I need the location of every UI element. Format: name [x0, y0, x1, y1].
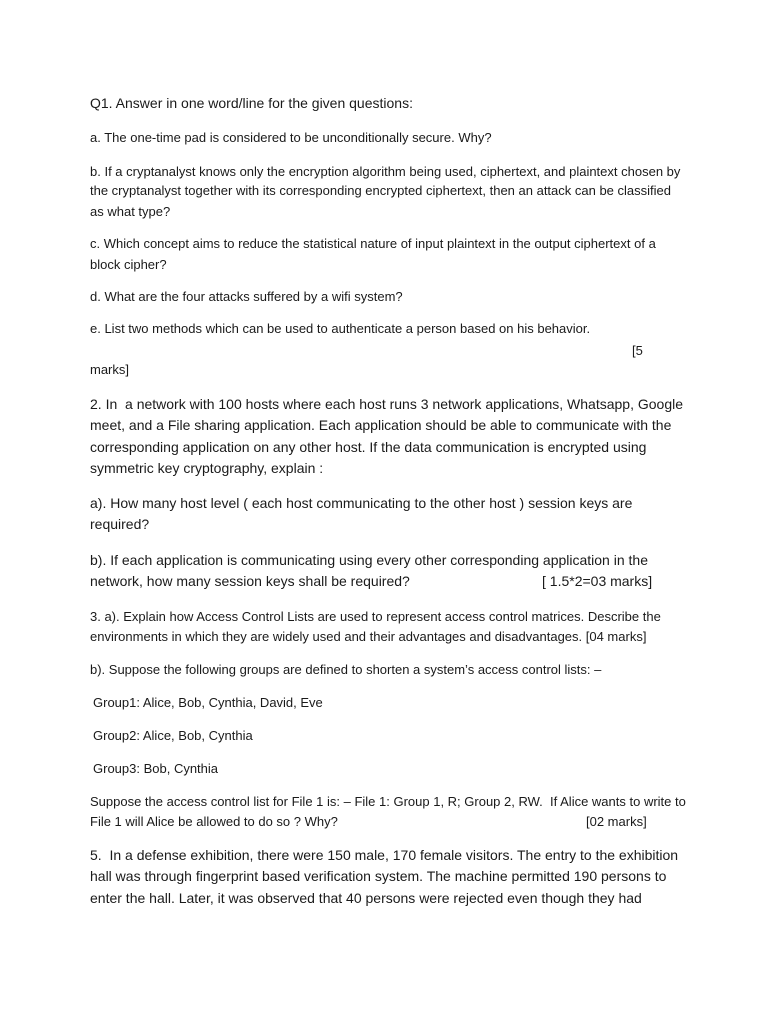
q2-b-line-1: b). If each application is communicating using every other corresponding application in the [90, 552, 648, 568]
q2-b-marks: [ 1.5*2=03 marks] [542, 573, 653, 589]
q3-acl-line-2: File 1 will Alice be allowed to do so ? Why? [90, 814, 338, 829]
q5-line-1: 5. In a defense exhibition, there were 150 male, 170 female visitors. The entry to the exhibition [90, 847, 679, 863]
q2-b-line-2: network, how many session keys shall be required? [90, 573, 410, 589]
q3-group-2: Group2: Alice, Bob, Cynthia [93, 728, 253, 743]
q1-e: e. List two methods which can be used to authenticate a person based on his behavior. [90, 321, 591, 336]
q2-intro-line-4: symmetric key cryptography, explain : [90, 460, 324, 476]
q1-b-line-1: b. If a cryptanalyst knows only the encryption algorithm being used, ciphertext, and plaintext chosen by [90, 164, 681, 179]
q1-d: d. What are the four attacks suffered by a wifi system? [90, 289, 403, 304]
q1-a: a. The one-time pad is considered to be unconditionally secure. Why? [90, 130, 492, 145]
q1-c-line-2: block cipher? [90, 257, 167, 272]
q1-title: Q1. Answer in one word/line for the given questions: [90, 95, 413, 111]
q3-a-line-1: 3. a). Explain how Access Control Lists are used to represent access control matrices. Describe the [90, 609, 661, 624]
q5-line-3: enter the hall. Later, it was observed that 40 persons were rejected even though they had [90, 890, 642, 906]
q3-b: b). Suppose the following groups are defined to shorten a system’s access control lists: – [90, 662, 602, 677]
q1-b-line-3: as what type? [90, 204, 171, 219]
q1-marks-open: [5 [632, 343, 643, 358]
q3-acl-line-1: Suppose the access control list for File 1 is: – File 1: Group 1, R; Group 2, RW. If Alice wants to write to [90, 794, 686, 809]
q1-marks-close: marks] [90, 362, 129, 377]
q2-intro-line-3: corresponding application on any other host. If the data communication is encrypted using [90, 439, 647, 455]
q1-c-line-1: c. Which concept aims to reduce the statistical nature of input plaintext in the output ciphertext of a [90, 236, 656, 251]
q2-a-line-1: a). How many host level ( each host communicating to the other host ) session keys are [90, 495, 633, 511]
q2-intro-line-1: 2. In a network with 100 hosts where each host runs 3 network applications, Whatsapp, Google [90, 396, 683, 412]
q2-intro-line-2: meet, and a File sharing application. Each application should be able to communicate with the [90, 417, 672, 433]
q3-acl-marks: [02 marks] [586, 814, 647, 829]
q3-a-line-2: environments in which they are widely used and their advantages and disadvantages. [04 marks] [90, 629, 647, 644]
q1-b-line-2: the cryptanalyst together with its corresponding encrypted ciphertext, then an attack can be classified [90, 183, 671, 198]
q5-line-2: hall was through fingerprint based verification system. The machine permitted 190 persons to [90, 868, 667, 884]
q3-group-1: Group1: Alice, Bob, Cynthia, David, Eve [93, 695, 323, 710]
q2-a-line-2: required? [90, 516, 150, 532]
q3-group-3: Group3: Bob, Cynthia [93, 761, 219, 776]
